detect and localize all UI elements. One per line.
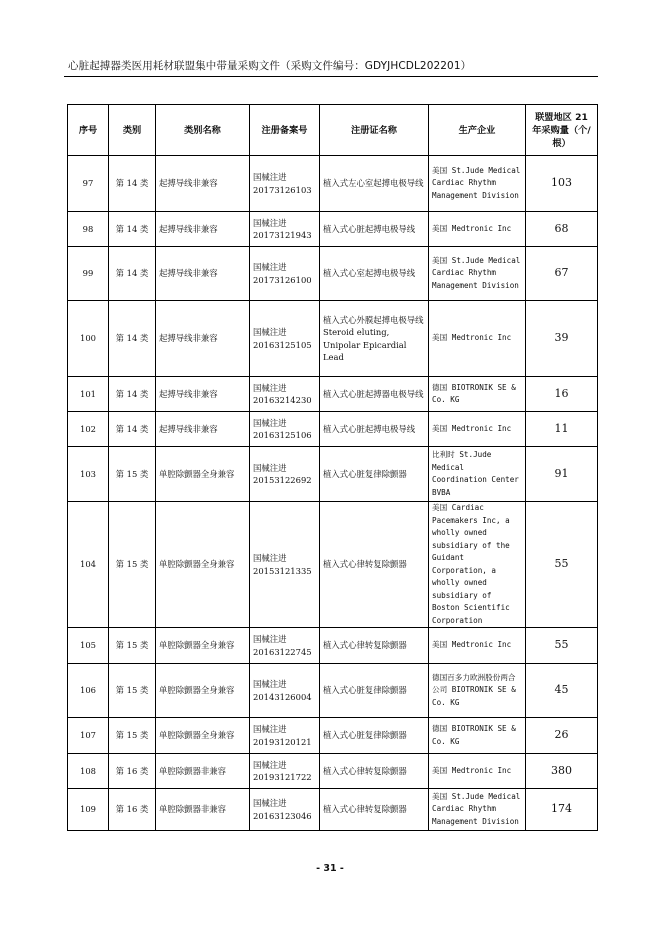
cell-category-name: 起搏导线非兼容	[156, 247, 250, 301]
cell-no: 102	[68, 412, 109, 447]
cell-reg-name: 植入式心脏复律除颤器	[320, 718, 429, 754]
cell-category: 第 14 类	[109, 212, 156, 247]
cell-category-name: 起搏导线非兼容	[156, 156, 250, 212]
table-row	[68, 447, 598, 502]
cell-no: 108	[68, 754, 109, 789]
cell-category: 第 15 类	[109, 447, 156, 502]
cell-category: 第 15 类	[109, 664, 156, 718]
cell-category: 第 14 类	[109, 247, 156, 301]
cell-reg-name: 植入式心律转复除颤器	[320, 502, 429, 628]
cell-reg-no: 国械注进 20173126100	[250, 247, 320, 301]
cell-qty: 26	[526, 718, 598, 754]
table-row	[68, 377, 598, 412]
cell-no: 103	[68, 447, 109, 502]
cell-reg-no: 国械注进 20153122692	[250, 447, 320, 502]
cell-category: 第 16 类	[109, 789, 156, 831]
table-row	[68, 502, 598, 628]
page-header: 心脏起搏器类医用耗材联盟集中带量采购文件（采购文件编号：GDYJHCDL202201）	[68, 60, 472, 72]
cell-category-name: 单腔除颤器全身兼容	[156, 718, 250, 754]
col-header-category-name: 类别名称	[156, 105, 250, 156]
cell-category-name: 单腔除颤器非兼容	[156, 789, 250, 831]
cell-qty: 380	[526, 754, 598, 789]
col-header-manufacturer: 生产企业	[429, 105, 526, 156]
cell-no: 109	[68, 789, 109, 831]
cell-no: 100	[68, 301, 109, 377]
cell-no: 105	[68, 628, 109, 664]
table-row	[68, 247, 598, 301]
cell-reg-name: 植入式心脏起搏器电极导线	[320, 377, 429, 412]
cell-manufacturer: 美国 Medtronic Inc	[429, 301, 526, 377]
cell-category-name: 单腔除颤器全身兼容	[156, 447, 250, 502]
cell-manufacturer: 德国 BIOTRONIK SE & Co. KG	[429, 718, 526, 754]
cell-manufacturer: 美国 St.Jude Medical Cardiac Rhythm Management Division	[429, 789, 526, 831]
cell-reg-no: 国械注进 20193121722	[250, 754, 320, 789]
cell-no: 106	[68, 664, 109, 718]
cell-no: 99	[68, 247, 109, 301]
cell-category-name: 单腔除颤器全身兼容	[156, 664, 250, 718]
cell-qty: 174	[526, 789, 598, 831]
col-header-reg-name: 注册证名称	[320, 105, 429, 156]
cell-qty: 55	[526, 628, 598, 664]
cell-category-name: 起搏导线非兼容	[156, 212, 250, 247]
cell-category-name: 单腔除颤器非兼容	[156, 754, 250, 789]
cell-reg-no: 国械注进 20143126004	[250, 664, 320, 718]
cell-reg-no: 国械注进 20193120121	[250, 718, 320, 754]
cell-manufacturer: 美国 Cardiac Pacemakers Inc, a wholly owned subsidiary of the Guidant Corporation, a wholly owned subsidiary of Boston Scientific Corporation	[429, 502, 526, 628]
cell-reg-no: 国械注进 20163123046	[250, 789, 320, 831]
cell-manufacturer: 美国 Medtronic Inc	[429, 212, 526, 247]
cell-category: 第 14 类	[109, 377, 156, 412]
cell-category-name: 起搏导线非兼容	[156, 301, 250, 377]
cell-reg-name: 植入式心律转复除颤器	[320, 628, 429, 664]
cell-category-name: 起搏导线非兼容	[156, 377, 250, 412]
cell-no: 104	[68, 502, 109, 628]
cell-manufacturer: 美国 St.Jude Medical Cardiac Rhythm Management Division	[429, 247, 526, 301]
table-row	[68, 664, 598, 718]
cell-category-name: 单腔除颤器全身兼容	[156, 502, 250, 628]
cell-manufacturer: 美国 St.Jude Medical Cardiac Rhythm Management Division	[429, 156, 526, 212]
cell-category: 第 14 类	[109, 156, 156, 212]
cell-reg-name: 植入式心脏复律除颤器	[320, 447, 429, 502]
table-row	[68, 301, 598, 377]
col-header-reg-no: 注册备案号	[250, 105, 320, 156]
procurement-table	[67, 104, 598, 831]
cell-qty: 39	[526, 301, 598, 377]
col-header-category: 类别	[109, 105, 156, 156]
cell-reg-name: 植入式心室起搏电极导线	[320, 247, 429, 301]
cell-no: 98	[68, 212, 109, 247]
table-row	[68, 156, 598, 212]
cell-manufacturer: 美国 Medtronic Inc	[429, 628, 526, 664]
cell-reg-name: 植入式心脏起搏电极导线	[320, 212, 429, 247]
table-row	[68, 628, 598, 664]
cell-category: 第 15 类	[109, 502, 156, 628]
cell-category: 第 15 类	[109, 718, 156, 754]
cell-reg-no: 国械注进 20153121335	[250, 502, 320, 628]
cell-reg-no: 国械注进 20163125105	[250, 301, 320, 377]
cell-no: 107	[68, 718, 109, 754]
table-header-row	[68, 105, 598, 156]
cell-category: 第 14 类	[109, 412, 156, 447]
cell-reg-name: 植入式心律转复除颤器	[320, 789, 429, 831]
cell-reg-name: 植入式左心室起搏电极导线	[320, 156, 429, 212]
cell-qty: 68	[526, 212, 598, 247]
cell-qty: 45	[526, 664, 598, 718]
table-row	[68, 718, 598, 754]
cell-category: 第 16 类	[109, 754, 156, 789]
cell-manufacturer: 美国 Medtronic Inc	[429, 412, 526, 447]
cell-reg-no: 国械注进 20173126103	[250, 156, 320, 212]
table-row	[68, 789, 598, 831]
cell-reg-no: 国械注进 20173121943	[250, 212, 320, 247]
cell-category: 第 15 类	[109, 628, 156, 664]
cell-category: 第 14 类	[109, 301, 156, 377]
table-row	[68, 754, 598, 789]
cell-reg-name: 植入式心脏起搏电极导线	[320, 412, 429, 447]
cell-manufacturer: 德国百多力欧洲股份两合公司 BIOTRONIK SE & Co. KG	[429, 664, 526, 718]
header-rule	[64, 76, 598, 77]
col-header-qty: 联盟地区 21 年采购量（个/根）	[526, 105, 598, 156]
cell-reg-name: 植入式心外膜起搏电极导线 Steroid eluting, Unipolar Epicardial Lead	[320, 301, 429, 377]
cell-qty: 55	[526, 502, 598, 628]
table-row	[68, 412, 598, 447]
cell-reg-no: 国械注进 20163122745	[250, 628, 320, 664]
cell-no: 97	[68, 156, 109, 212]
cell-manufacturer: 德国 BIOTRONIK SE & Co. KG	[429, 377, 526, 412]
cell-qty: 16	[526, 377, 598, 412]
cell-manufacturer: 美国 Medtronic Inc	[429, 754, 526, 789]
col-header-no: 序号	[68, 105, 109, 156]
table-row	[68, 212, 598, 247]
cell-reg-name: 植入式心律转复除颤器	[320, 754, 429, 789]
cell-reg-no: 国械注进 20163125106	[250, 412, 320, 447]
cell-reg-name: 植入式心脏复律除颤器	[320, 664, 429, 718]
cell-category-name: 起搏导线非兼容	[156, 412, 250, 447]
cell-reg-no: 国械注进 20163214230	[250, 377, 320, 412]
cell-qty: 11	[526, 412, 598, 447]
cell-qty: 103	[526, 156, 598, 212]
page-number: - 31 -	[316, 863, 344, 874]
cell-category-name: 单腔除颤器全身兼容	[156, 628, 250, 664]
cell-no: 101	[68, 377, 109, 412]
cell-manufacturer: 比利时 St.Jude Medical Coordination Center BVBA	[429, 447, 526, 502]
cell-qty: 67	[526, 247, 598, 301]
cell-qty: 91	[526, 447, 598, 502]
